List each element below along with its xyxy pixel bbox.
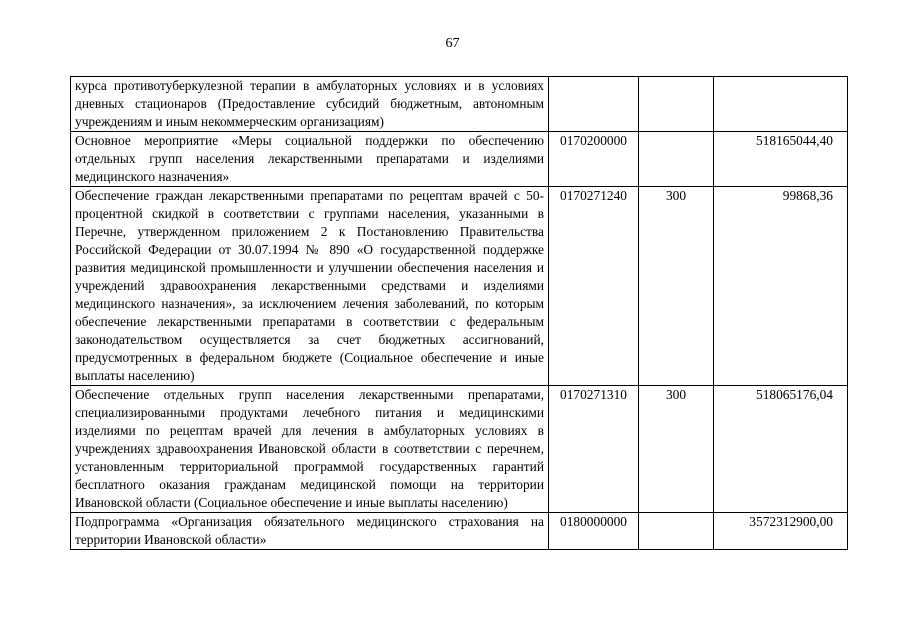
row-expense-type [639, 513, 714, 550]
row-expense-type: 300 [639, 386, 714, 513]
row-description: Основное мероприятие «Меры социальной поддержки по обеспечению отдельных групп населения лекарственными препаратами и изделиями медицинского назначения» [71, 132, 549, 187]
budget-table [70, 76, 848, 550]
row-amount: 518165044,40 [714, 132, 848, 187]
row-code [549, 77, 639, 132]
row-amount: 518065176,04 [714, 386, 848, 513]
table-row [71, 513, 848, 550]
row-expense-type: 300 [639, 187, 714, 386]
row-code: 0170271310 [549, 386, 639, 513]
page-number: 67 [445, 36, 460, 51]
row-code: 0170271240 [549, 187, 639, 386]
row-description: Подпрограмма «Организация обязательного медицинского страхования на территории Ивановской области» [71, 513, 549, 550]
table-row [71, 77, 848, 132]
row-amount [714, 77, 848, 132]
table-row [71, 386, 848, 513]
row-amount: 99868,36 [714, 187, 848, 386]
row-expense-type [639, 132, 714, 187]
row-code: 0180000000 [549, 513, 639, 550]
row-expense-type [639, 77, 714, 132]
row-amount: 3572312900,00 [714, 513, 848, 550]
row-description: Обеспечение отдельных групп населения лекарственными препаратами, специализированными продуктами лечебного питания и медицинскими изделиями по рецептам врачей для лечения в амбулаторных условиях в учреждениях здравоохранения Ивановской области в соответствии с перечнем, установленным территориальной программой государственных гарантий бесплатного оказания гражданам медицинской помощи на территории Ивановской области (Социальное обеспечение и иные выплаты населению) [71, 386, 549, 513]
table-row [71, 187, 848, 386]
table-row [71, 132, 848, 187]
row-code: 0170200000 [549, 132, 639, 187]
row-description: курса противотуберкулезной терапии в амбулаторных условиях и в условиях дневных стационаров (Предоставление субсидий бюджетным, автономным учреждениям и иным некоммерческим организациям) [71, 77, 549, 132]
row-description: Обеспечение граждан лекарственными препаратами по рецептам врачей с 50-процентной скидкой в соответствии с группами населения, указанными в Перечне, утвержденном приложением 2 к Постановлению Правительства Российской Федерации от 30.07.1994 № 890 «О государственной поддержке развития медицинской промышленности и улучшении обеспечения населения и учреждений здравоохранения лекарственными средствами и изделиями медицинского назначения», за исключением лечения заболеваний, по которым обеспечение лекарственными препаратами в соответствии с федеральным законодательством осуществляется за счет бюджетных ассигнований, предусмотренных в федеральном бюджете (Социальное обеспечение и иные выплаты населению) [71, 187, 549, 386]
